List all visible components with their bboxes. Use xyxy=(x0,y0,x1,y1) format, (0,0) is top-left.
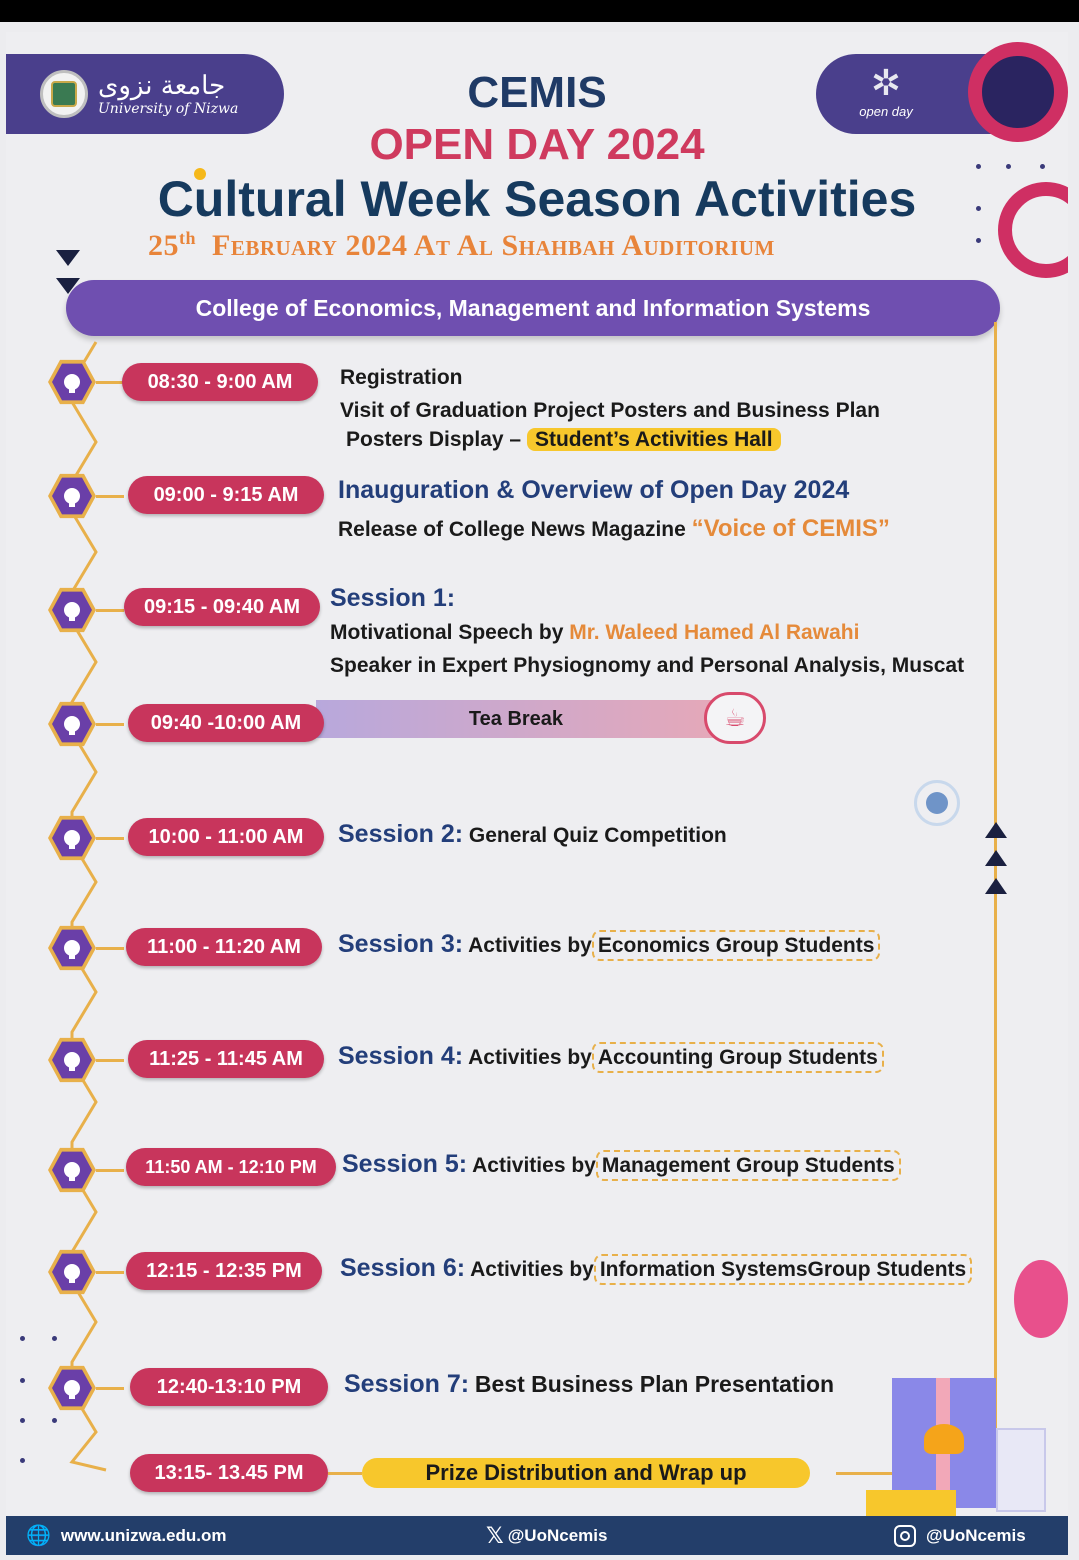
timeline-connector xyxy=(96,723,124,726)
instagram-icon xyxy=(894,1525,916,1547)
decorative-dot xyxy=(20,1378,25,1383)
openday-star-icon: ✲ xyxy=(870,62,902,103)
timeline-connector xyxy=(96,609,124,612)
teacup-icon: ☕ xyxy=(704,692,766,744)
x-icon: 𝕏 xyxy=(486,1522,504,1548)
decorative-dot xyxy=(52,1418,57,1423)
timeline-connector xyxy=(96,837,124,840)
timeline-connector xyxy=(96,947,124,950)
time-badge: 13:15- 13.45 PM xyxy=(130,1454,328,1492)
schedule-text: Session 4: Activities by Accounting Group Students xyxy=(338,1042,884,1071)
title-open-day: OPEN DAY 2024 xyxy=(369,120,705,169)
college-name-banner: College of Economics, Management and Information Systems xyxy=(66,280,1000,336)
openday-logo-text: open day xyxy=(859,104,913,119)
schedule-title: Inauguration & Overview of Open Day 2024 xyxy=(338,476,850,504)
decorative-dot xyxy=(20,1418,25,1423)
arrow-up-icon xyxy=(985,878,1007,894)
group-tag: Management Group Students xyxy=(596,1150,901,1181)
footer-bar xyxy=(6,1516,1068,1555)
time-badge: 11:50 AM - 12:10 PM xyxy=(126,1148,336,1186)
decorative-dot xyxy=(976,238,981,243)
schedule-text: Session 2: General Quiz Competition xyxy=(338,820,727,848)
title-cultural-week: Cultural Week Season Activities xyxy=(157,171,917,227)
group-tag: Accounting Group Students xyxy=(592,1042,884,1073)
schedule-text: Posters Display – Student’s Activities Hall xyxy=(346,428,781,452)
decorative-dot xyxy=(52,1336,57,1341)
time-badge: 12:15 - 12:35 PM xyxy=(126,1252,322,1290)
time-badge: 11:25 - 11:45 AM xyxy=(128,1040,324,1078)
time-badge: 10:00 - 11:00 AM xyxy=(128,818,324,856)
event-date-venue: 25th February 2024 At Al Shahbah Auditorium xyxy=(148,228,775,262)
schedule-text: Motivational Speech by Mr. Waleed Hamed Al Rawahi xyxy=(330,621,860,644)
venue-highlight: Student’s Activities Hall xyxy=(527,428,781,451)
arrow-down-icon xyxy=(56,250,80,266)
time-badge: 08:30 - 9:00 AM xyxy=(122,363,318,401)
screen-top-bar xyxy=(0,0,1079,22)
arrow-up-icon xyxy=(985,850,1007,866)
time-badge: 09:40 -10:00 AM xyxy=(128,704,324,742)
poster xyxy=(6,32,1068,1555)
gift-icon xyxy=(866,1490,956,1516)
time-badge: 09:15 - 09:40 AM xyxy=(124,588,320,626)
group-tag: Information SystemsGroup Students xyxy=(594,1254,972,1285)
schedule-text: Visit of Graduation Project Posters and Business Plan xyxy=(340,399,880,422)
footer-website[interactable]: 🌐 www.unizwa.edu.om xyxy=(26,1525,227,1547)
schedule-text: Registration xyxy=(340,366,463,389)
schedule-text: Session 6: Activities by Information SystemsGroup Students xyxy=(340,1254,972,1283)
time-badge: 12:40-13:10 PM xyxy=(130,1368,328,1406)
timeline-connector xyxy=(96,495,124,498)
timeline-connector xyxy=(96,1271,124,1274)
session-label: Session 1: xyxy=(330,584,456,612)
gift-bow xyxy=(924,1424,964,1454)
timeline-connector xyxy=(96,1169,124,1172)
university-name-english: University of Nizwa xyxy=(98,101,239,117)
schedule-text: Speaker in Expert Physiognomy and Personal Analysis, Muscat xyxy=(330,654,965,677)
gift-bag-icon xyxy=(996,1428,1046,1512)
time-badge: 09:00 - 9:15 AM xyxy=(128,476,324,514)
timeline-connector xyxy=(96,381,124,384)
footer-x-handle[interactable]: 𝕏 @UoNcemis xyxy=(486,1522,608,1548)
decorative-dot xyxy=(20,1458,25,1463)
schedule-text: Session 3: Activities by Economics Group Students xyxy=(338,930,880,959)
schedule-text: Release of College News Magazine “Voice of CEMIS” xyxy=(338,515,890,542)
title-cemis: CEMIS xyxy=(467,68,607,117)
group-tag: Economics Group Students xyxy=(592,930,881,961)
university-name-arabic: جامعة نزوى xyxy=(98,71,226,101)
arrow-up-icon xyxy=(985,822,1007,838)
decorative-target xyxy=(914,780,960,826)
timeline-connector xyxy=(328,1472,362,1475)
schedule-text: Session 7: Best Business Plan Presentation xyxy=(344,1370,835,1398)
prize-banner: Prize Distribution and Wrap up xyxy=(362,1458,810,1488)
schedule-text: Session 5: Activities by Management Group Students xyxy=(342,1150,901,1179)
timeline-connector xyxy=(96,1387,124,1390)
footer-instagram-handle[interactable]: @UoNcemis xyxy=(894,1516,1026,1555)
decorative-dot xyxy=(20,1336,25,1341)
tea-break-label: Tea Break xyxy=(468,708,564,730)
balloon-icon xyxy=(1014,1260,1068,1338)
timeline-connector xyxy=(96,1059,124,1062)
globe-icon: 🌐 xyxy=(26,1525,51,1547)
time-badge: 11:00 - 11:20 AM xyxy=(126,928,322,966)
timeline-line xyxy=(994,322,997,1482)
